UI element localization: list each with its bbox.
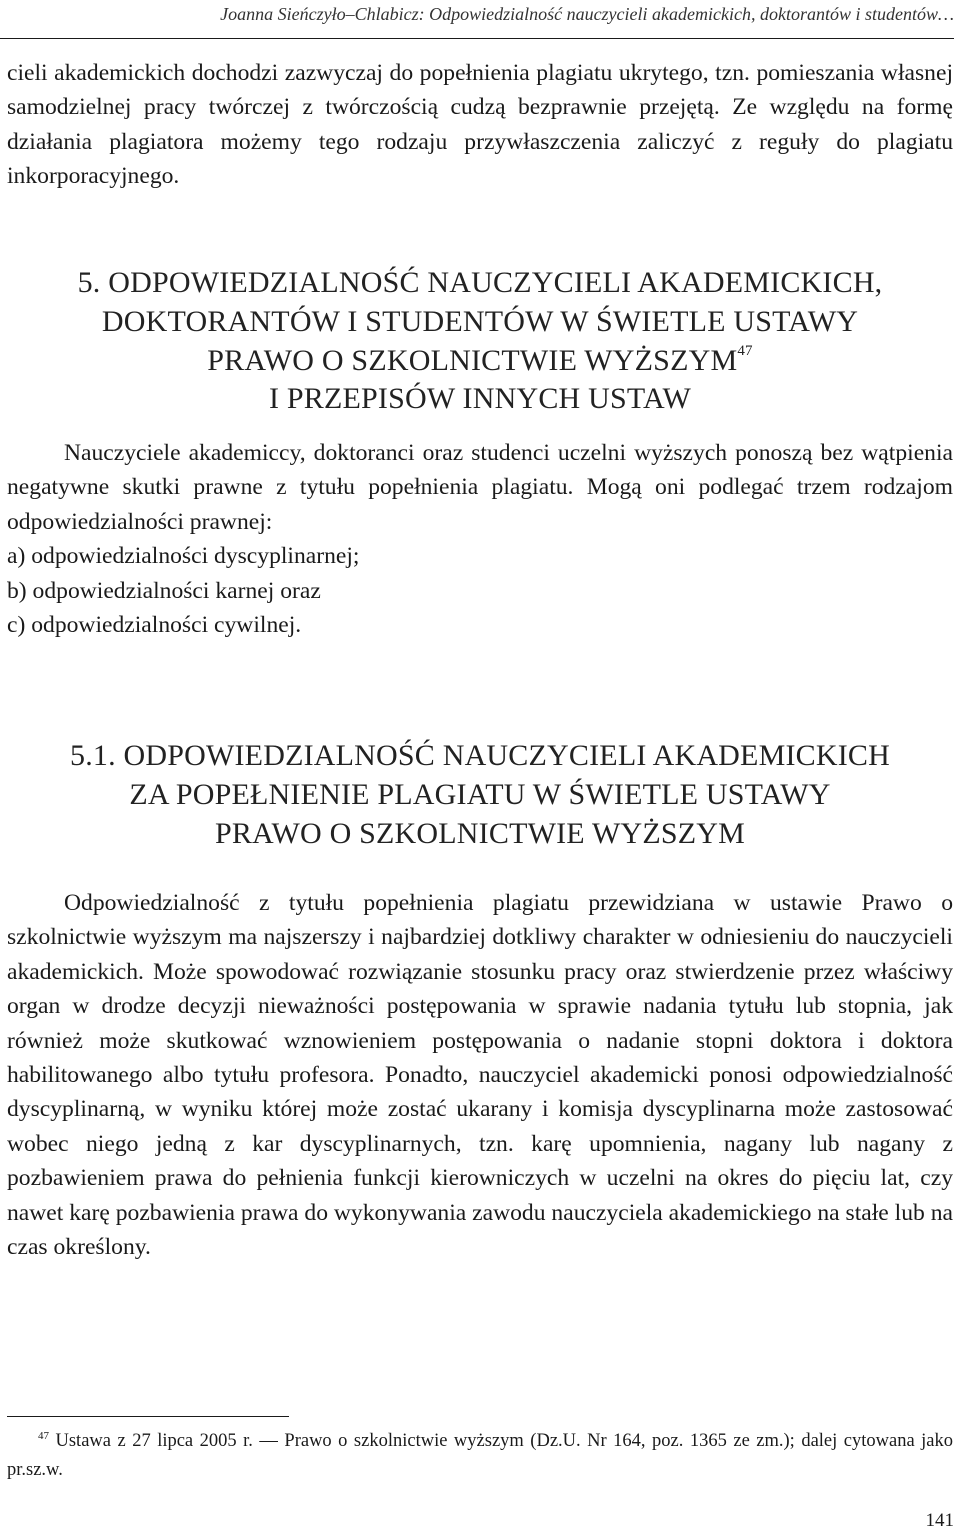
section-heading-line: PRAWO O SZKOLNICTWIE WYŻSZYM	[214, 816, 746, 850]
section-heading-line: DOKTORANTÓW I STUDENTÓW W ŚWIETLE USTAWY	[101, 304, 859, 338]
section-heading-line: 5.1. ODPOWIEDZIALNOŚĆ NAUCZYCIELI AKADEMICKICH	[70, 739, 890, 772]
section-heading-line	[0, 342, 960, 381]
section-5-heading	[0, 264, 960, 419]
header-rule	[0, 38, 954, 39]
section-heading-line: 5. ODPOWIEDZIALNOŚĆ NAUCZYCIELI AKADEMICKICH,	[77, 266, 883, 299]
paragraph-liability-types	[7, 436, 953, 642]
paragraph-continuation	[7, 56, 953, 194]
footnote-rule	[7, 1416, 289, 1417]
running-header: Joanna Sieńczyło–Chlabicz: Odpowiedzialność nauczycieli akademickich, doktorantów i studentów…	[220, 4, 954, 24]
paragraph-text: Odpowiedzialność z tytułu popełnienia plagiatu przewidziana w ustawie Prawo o szkolnictwie wyższym ma najszerszy i najbardziej dotkliwy charakter w odniesieniu do nauczycieli akademickich. Może spowodować rozwiązanie stosunku pracy oraz stwierdzenie przez właściwy organ w drodze decyzji nieważności postępowania w sprawie nadania tytułu lub stopnia, jak również może skutkować wznowieniem postępowania o nadanie stopni doktora i doktora habilitowanego albo tytułu profesora. Ponadto, nauczyciel akademicki ponosi odpowiedzialność dyscyplinarną, w wyniku której może zostać ukarany i komisja dyscyplinarna może zastosować wobec niego jedną z kar dyscyplinarnych, tzn. karę upomnienia, nagany lub nagany z pozbawieniem prawa do pełnienia funkcji kierowniczych w uczelni na okres do pięciu lat, czy nawet karę pozbawienia prawa do wykonywania zawodu nauczyciela akademickiego na stałe lub na czas określony.	[7, 890, 953, 1261]
section-heading-line: I PRZEPISÓW INNYCH USTAW	[269, 382, 691, 416]
footnote	[7, 1422, 953, 1485]
list-item: a) odpowiedzialności dyscyplinarnej;	[7, 543, 360, 570]
section-heading-text: PRAWO O SZKOLNICTWIE WYŻSZYM	[207, 343, 738, 377]
page-number: 141	[925, 1510, 954, 1531]
list-item: c) odpowiedzialności cywilnej.	[7, 612, 302, 639]
section-heading-line: ZA POPEŁNIENIE PLAGIATU W ŚWIETLE USTAWY	[129, 777, 831, 811]
footnote-number: 47	[38, 1430, 49, 1442]
footnote-text: Ustawa z 27 lipca 2005 r. — Prawo o szkolnictwie wyższym (Dz.U. Nr 164, poz. 1365 ze zm.); dalej cytowana jako pr.sz.w.	[7, 1431, 953, 1481]
paragraph-text: cieli akademickich dochodzi zazwyczaj do popełnienia plagiatu ukrytego, tzn. pomieszania własnej samodzielnej pracy twórczej z twórczością cudzą bezprawnie przejętą. Ze względu na formę działania plagiatora możemy tego rodzaju przywłaszczenia zaliczyć z reguły do plagiatu inkorporacyjnego.	[7, 60, 953, 190]
section-5-1-heading	[0, 737, 960, 853]
paragraph-text: Nauczyciele akademiccy, doktoranci oraz studenci uczelni wyższych ponoszą bez wątpienia negatywne skutki prawne z tytułu popełnienia plagiatu. Mogą oni podlegać trzem rodzajom odpowiedzialności prawnej:	[7, 440, 953, 535]
paragraph-academic-liability	[7, 886, 953, 1264]
list-item: b) odpowiedzialności karnej oraz	[7, 577, 321, 604]
footnote-reference[interactable]: 47	[737, 342, 753, 359]
